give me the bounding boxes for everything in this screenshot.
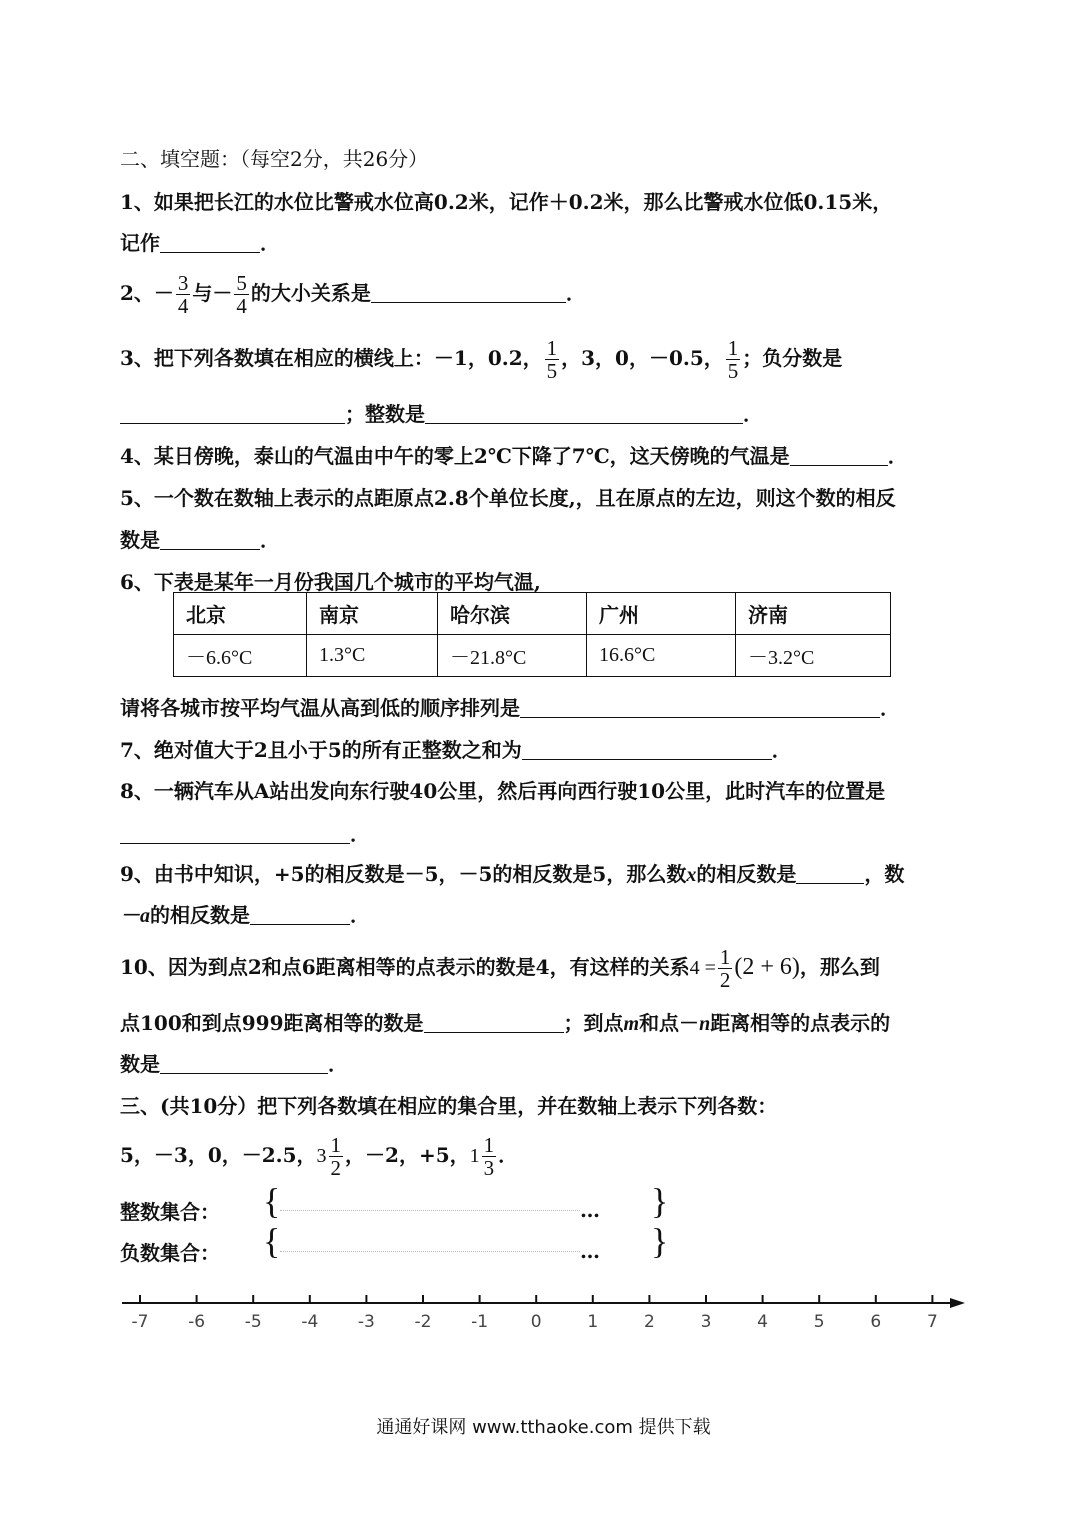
number-line-arrow [950, 1298, 965, 1308]
int-set-row: 整数集合： [120, 1200, 220, 1224]
table-cell: －3.2°C [736, 635, 891, 677]
q8-text: 8、一辆汽车从A站出发向东行驶40公里，然后再向西行驶10公里，此时汽车的位置是 [120, 779, 886, 803]
number-line-tick-label: -3 [357, 1312, 375, 1332]
table-cell: 广州 [587, 593, 736, 635]
q8-cont: ． [120, 820, 370, 848]
number-line-tick-label: -4 [301, 1312, 319, 1332]
q10-line3: 数是 ． [120, 1052, 348, 1076]
number-line-tick-label: 0 [530, 1312, 542, 1332]
q10-line2: 点100和到点999距离相等的数是 ；到点m和点－n距离相等的点表示的 [120, 1011, 891, 1035]
number-line-tick-label: -6 [188, 1312, 206, 1332]
city-temp-table [173, 592, 891, 677]
q7-blank[interactable] [522, 739, 772, 760]
q3-negfrac-blank[interactable] [120, 403, 345, 424]
number-line[interactable] [0, 1285, 1087, 1345]
q5-text: 5、一个数在数轴上表示的点距原点2.8个单位长度,，且在原点的左边，则这个数的相反 [120, 486, 896, 510]
int-set-ellipsis: … [580, 1198, 600, 1222]
number-line-tick-label: 2 [643, 1312, 655, 1332]
frac-1-2: $\frac{1}{2}$ [719, 945, 731, 992]
frac-5-4: $\frac{5}{4}$ [236, 271, 247, 318]
q4-blank[interactable] [790, 445, 888, 466]
neg-set-dots[interactable] [280, 1251, 580, 1252]
number-line-tick-label: 4 [757, 1312, 769, 1332]
q6-blank[interactable] [520, 697, 880, 718]
number-line-tick-label: -2 [414, 1312, 432, 1332]
frac-1-5: $\frac{1}{5}$ [546, 336, 558, 383]
table-cell: －21.8°C [438, 635, 587, 677]
q5-cont: 数是 ． [120, 528, 280, 552]
q3-int-blank[interactable] [425, 403, 743, 424]
int-set-dots[interactable] [280, 1210, 580, 1211]
footer: 通通好课网 www.tthaoke.com 提供下载 [376, 1417, 711, 1438]
table-cell: 济南 [736, 593, 891, 635]
table-cell: 1.3°C [307, 635, 438, 677]
table-cell: 哈尔滨 [438, 593, 587, 635]
section2-title: 二、填空题：（每空2分，共26分） [120, 147, 429, 171]
number-line-tick-label: 7 [926, 1312, 938, 1332]
q2-text: 2、－ $\frac{3}{4}$ 与－ $\frac{5}{4}$ 的大小关系是 ． [120, 271, 586, 318]
q9-cont: －a的相反数是 ． [120, 903, 370, 927]
number-line-tick-label: 3 [700, 1312, 712, 1332]
section3-title: 三、(共10分）把下列各数填在相应的集合里，并在数轴上表示下列各数： [120, 1094, 778, 1118]
q7-text: 7、绝对值大于2且小于5的所有正整数之和为 ． [120, 738, 792, 762]
number-line-tick-label: 6 [870, 1312, 882, 1332]
neg-set-brace-left: { [263, 1221, 281, 1261]
number-line-tick-label: -5 [244, 1312, 262, 1332]
table-cell: －6.6°C [174, 635, 307, 677]
int-set-brace-right: } [651, 1181, 669, 1221]
number-line-tick-label: 1 [587, 1312, 599, 1332]
frac-3-4: $\frac{3}{4}$ [177, 271, 189, 318]
q9-text: 9、由书中知识，+5的相反数是－5，－5的相反数是5，那么数x的相反数是 ，数 [120, 862, 905, 886]
q1-blank[interactable] [160, 232, 260, 253]
q1-text: 1、如果把长江的水位比警戒水位高0.2米，记作＋0.2米，那么比警戒水位低0.15米， [120, 190, 893, 214]
q6-text: 6、下表是某年一月份我国几个城市的平均气温, [120, 570, 541, 594]
q6-after: 请将各城市按平均气温从高到低的顺序排列是 ． [120, 696, 900, 720]
number-line-tick-label: 5 [813, 1312, 825, 1332]
q3-text: 3、把下列各数填在相应的横线上：－1，0.2， $\frac{1}{5}$ ，3，0，－0.5， $\frac{1}{5}$ ；负分数是 [120, 336, 843, 383]
q9-x-blank[interactable] [796, 863, 864, 884]
q9-a-blank[interactable] [250, 904, 350, 925]
q2-blank[interactable] [371, 282, 566, 303]
q3-cont: ；整数是 ． [120, 400, 763, 428]
number-line-tick-label: -1 [471, 1312, 489, 1332]
neg-set-brace-right: } [651, 1221, 669, 1261]
q10-mn-blank[interactable] [160, 1053, 328, 1074]
q8-blank[interactable] [120, 823, 350, 844]
q10-text: 10、因为到点2和点6距离相等的点表示的数是4，有这样的关系4 = $\frac{1}{2}$ (2 + 6)，那么到 [120, 945, 880, 992]
section3-numbers: 5，－3，0，－2.5，3 $\frac{1}{2}$ ，－2，+5，1 $\frac{1}{3}$ ． [120, 1133, 519, 1180]
table-cell: 南京 [307, 593, 438, 635]
q4-text: 4、某日傍晚，泰山的气温由中午的零上2℃下降了7℃，这天傍晚的气温是 ． [120, 444, 908, 468]
number-line-tick-label: -7 [131, 1312, 149, 1332]
frac-1-3-mixed: $\frac{1}{3}$ [483, 1133, 495, 1180]
frac-1-5-b: $\frac{1}{5}$ [727, 336, 739, 383]
frac-1-2-mixed: $\frac{1}{2}$ [330, 1133, 342, 1180]
table-cell: 北京 [174, 593, 307, 635]
q5-blank[interactable] [160, 529, 260, 550]
table-cell: 16.6°C [587, 635, 736, 677]
neg-set-ellipsis: … [580, 1239, 600, 1263]
q1-cont: 记作 ． [120, 231, 280, 255]
neg-set-row: 负数集合： [120, 1241, 220, 1265]
int-set-brace-left: { [263, 1181, 281, 1221]
q10-mid-blank[interactable] [424, 1012, 564, 1033]
